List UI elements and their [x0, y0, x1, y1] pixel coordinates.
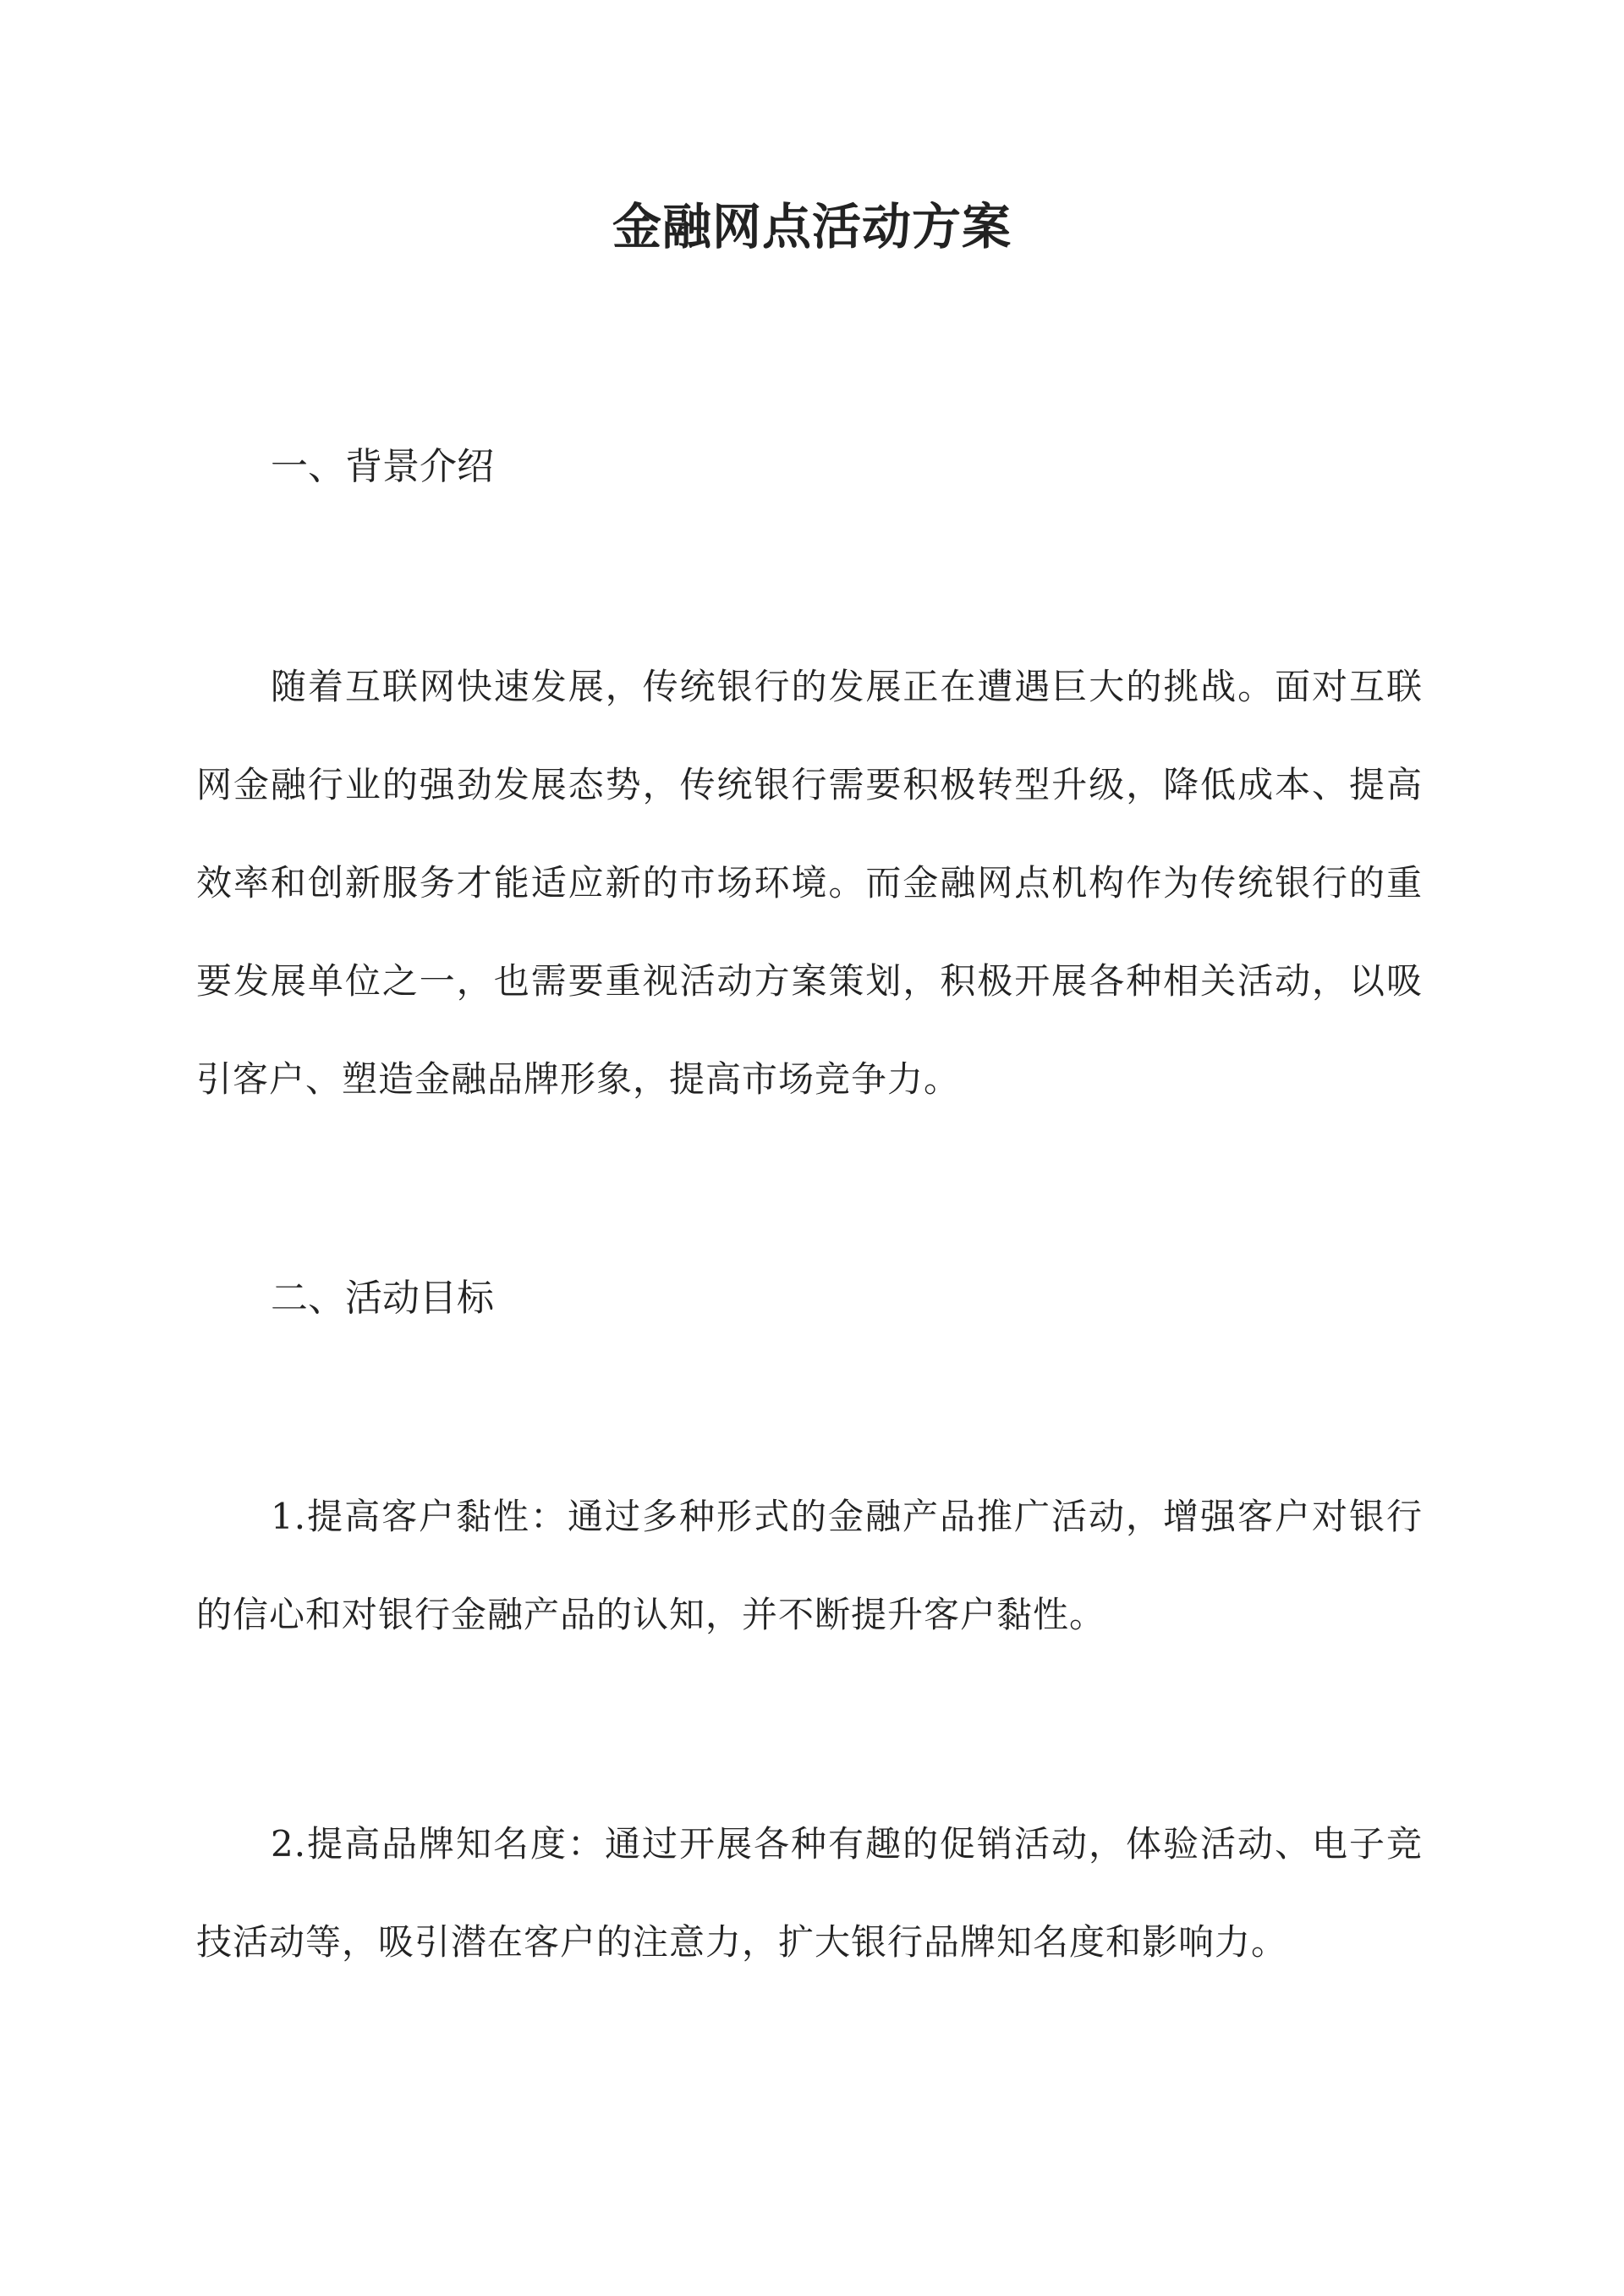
section-heading-goals: 二、活动目标 [271, 1277, 494, 1320]
document-title: 金融网点活动方案 [612, 198, 1012, 255]
section-heading-background: 一、背景介绍 [271, 445, 494, 488]
paragraph-goal-1: 1.提高客户黏性：通过多种形式的金融产品推广活动，增强客户对银行的信心和对银行金融产品的认知，并不断提升客户黏性。 [196, 1496, 1423, 1635]
paragraph-background: 随着互联网快速发展，传统银行的发展正在遭遇巨大的挑战。面对互联网金融行业的强劲发展态势，传统银行需要积极转型升级，降低成本、提高效率和创新服务才能适应新的市场环境。而金融网点机构作为传统银行的重要发展单位之一，也需要重视活动方案策划，积极开展各种相关活动，以吸引客户、塑造金融品牌形象，提高市场竞争力。 [196, 666, 1423, 1100]
paragraph-goal-2: 2.提高品牌知名度：通过开展各种有趣的促销活动，体验活动、电子竞技活动等，吸引潜在客户的注意力，扩大银行品牌知名度和影响力。 [196, 1823, 1423, 1963]
